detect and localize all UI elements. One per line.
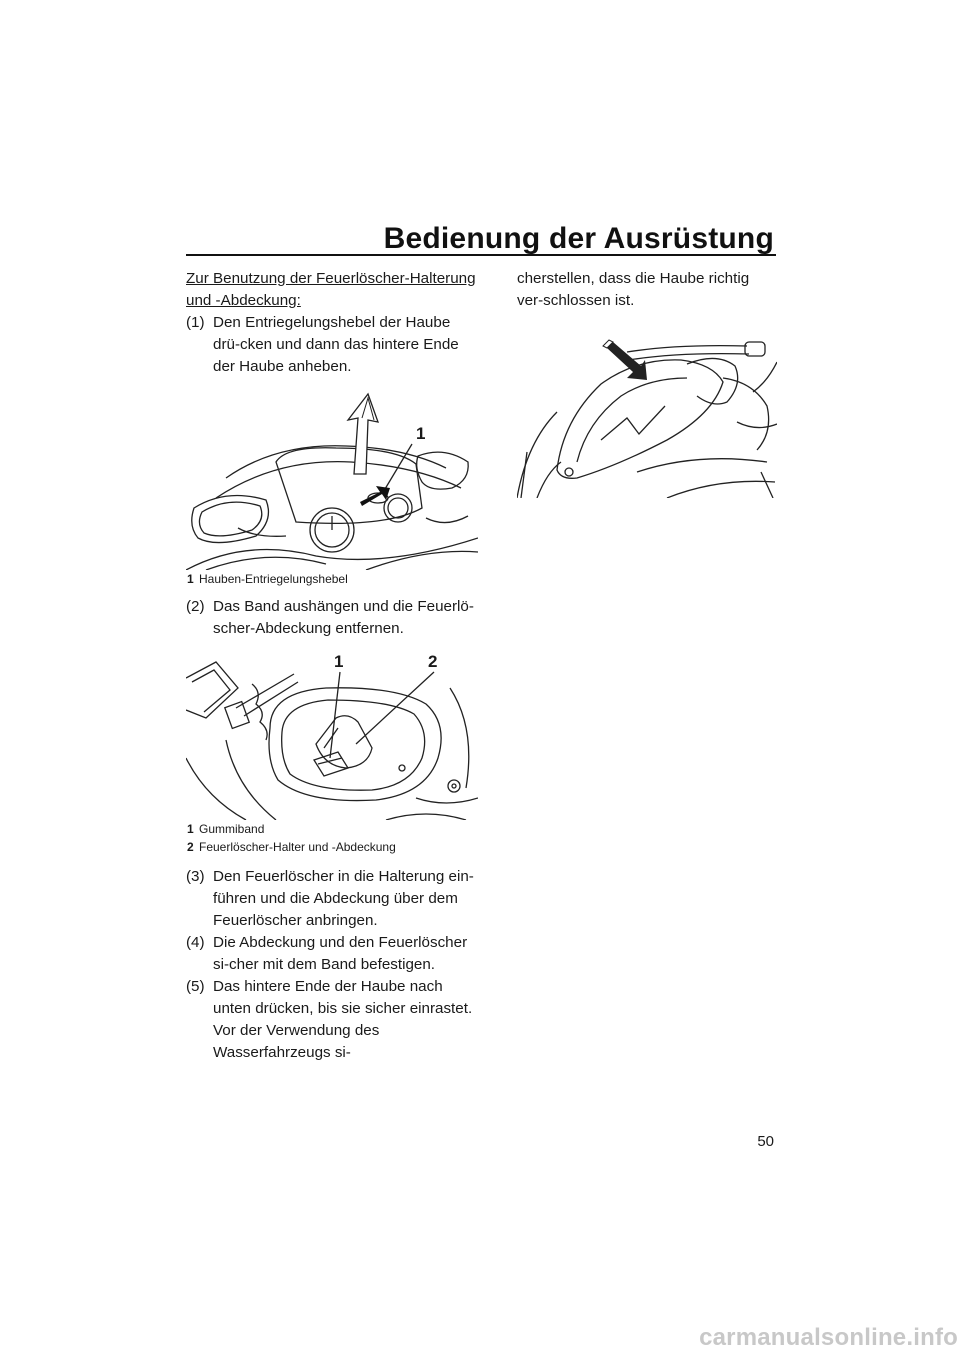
page-number: 50 <box>757 1133 774 1150</box>
step-5 <box>186 976 478 1064</box>
step-4 <box>186 932 478 976</box>
caption-number: 2 <box>187 840 194 854</box>
step-text: Den Entriegelungshebel der Haube drü-cken und dann das hintere Ende der Haube anheben. <box>213 314 459 375</box>
left-column <box>186 268 478 1064</box>
caption-number: 1 <box>187 822 194 836</box>
step-1 <box>186 312 478 378</box>
figure-2-caption-1 <box>186 820 478 838</box>
subheading-line-1: Zur Benutzung der Feuerlöscher-Halterung <box>186 270 476 287</box>
figure-1-caption <box>186 570 478 588</box>
header-rule <box>186 254 776 256</box>
caption-text: Gummiband <box>199 822 265 836</box>
figure-extinguisher-holder <box>186 648 478 820</box>
figure-hood-closing <box>517 322 777 498</box>
figure-1-callout-1: 1 <box>416 424 426 443</box>
step-text: Das hintere Ende der Haube nach unten drücken, bis sie sicher einrastet. Vor der Verwendung des Wasserfahrzeugs si- <box>213 978 473 1061</box>
right-column <box>517 268 777 498</box>
page-title: Bedienung der Ausrüstung <box>383 222 774 255</box>
caption-text: Feuerlöscher-Halter und -Abdeckung <box>199 840 396 854</box>
step-text: Das Band aushängen und die Feuerlö-scher-Abdeckung entfernen. <box>213 598 474 637</box>
hood-closing-illustration <box>517 322 777 498</box>
step-5-continuation: cherstellen, dass die Haube richtig ver-schlossen ist. <box>517 270 750 309</box>
figure-2-callout-1: 1 <box>334 652 344 671</box>
step-number: (2) <box>186 598 205 615</box>
step-number: (5) <box>186 978 205 995</box>
hood-release-illustration <box>186 388 478 570</box>
step-3 <box>186 866 478 932</box>
step-number: (3) <box>186 868 205 885</box>
watermark: carmanualsonline.info <box>699 1324 958 1351</box>
extinguisher-holder-illustration <box>186 648 478 820</box>
section-subheading <box>186 268 478 312</box>
figure-hood-release <box>186 388 478 570</box>
step-text: Den Feuerlöscher in die Halterung ein-führen und die Abdeckung über dem Feuerlöscher anbringen. <box>213 868 474 929</box>
step-number: (4) <box>186 934 205 951</box>
caption-number: 1 <box>187 572 194 586</box>
step-number: (1) <box>186 314 205 331</box>
figure-2-caption-2 <box>186 838 478 856</box>
caption-text: Hauben-Entriegelungshebel <box>199 572 348 586</box>
figure-2-callout-2: 2 <box>428 652 438 671</box>
step-2 <box>186 596 478 640</box>
step-text: Die Abdeckung und den Feuerlöscher si-cher mit dem Band befestigen. <box>213 934 468 973</box>
subheading-line-2: und -Abdeckung: <box>186 292 301 309</box>
